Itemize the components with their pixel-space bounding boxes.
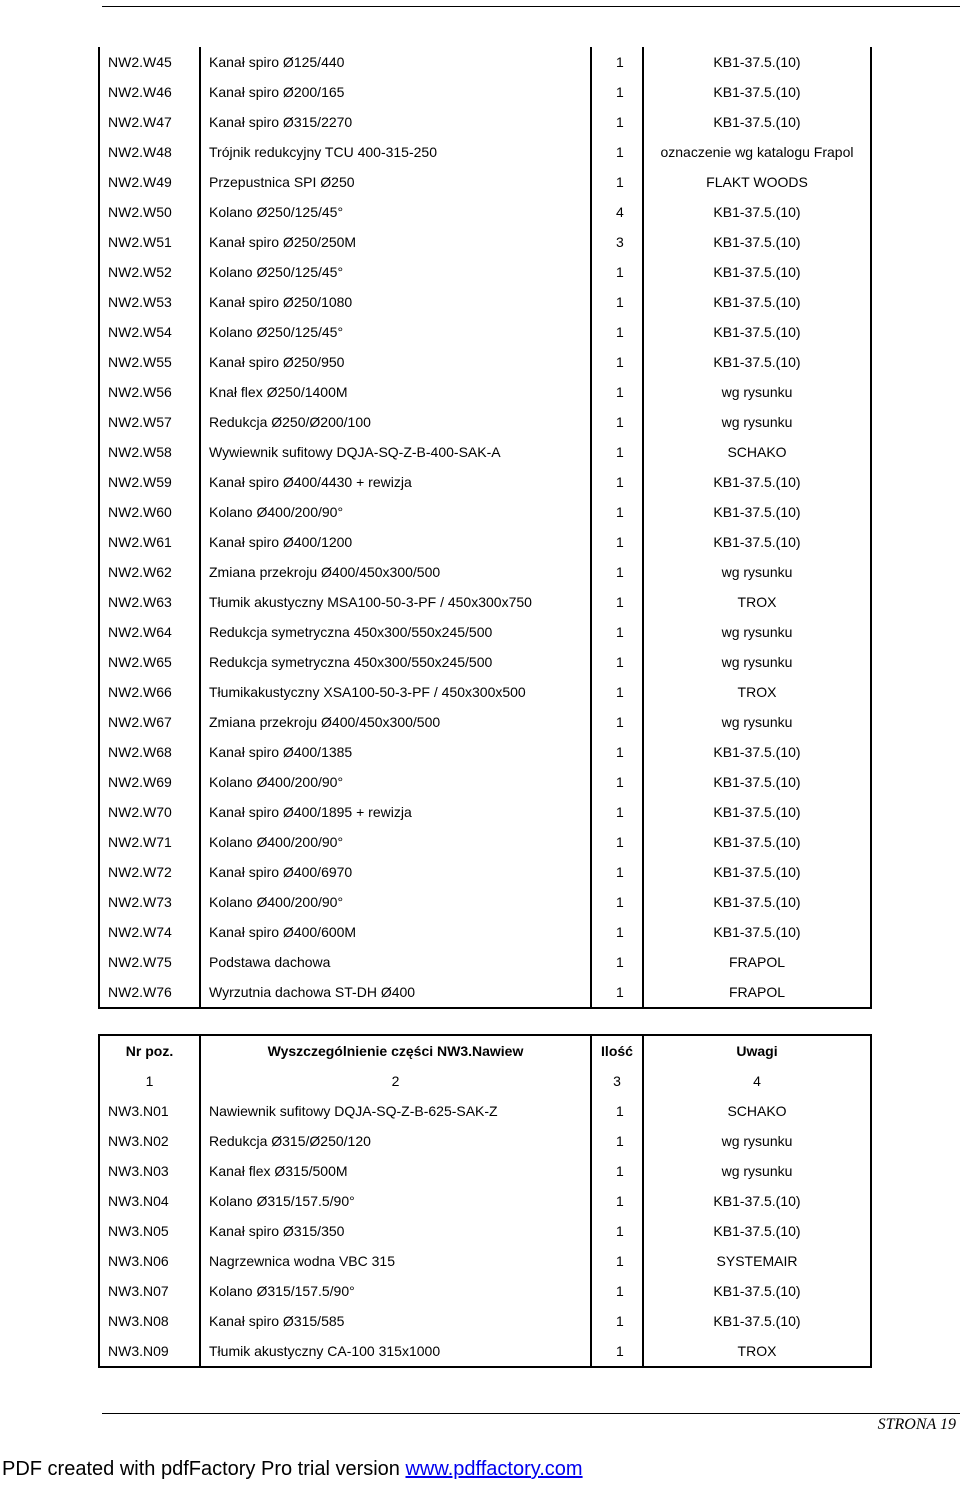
- cell-qty: 1: [591, 377, 643, 407]
- cell-pos: NW2.W70: [99, 797, 200, 827]
- cell-desc: Kanał spiro Ø250/950: [200, 347, 591, 377]
- column-number-desc: 2: [200, 1066, 591, 1096]
- cell-note: wg rysunku: [643, 407, 871, 437]
- cell-qty: 1: [591, 137, 643, 167]
- cell-note: KB1-37.5.(10): [643, 497, 871, 527]
- header-note: Uwagi: [643, 1035, 871, 1066]
- cell-qty: 1: [591, 47, 643, 77]
- table-row: [99, 1186, 871, 1216]
- cell-qty: 1: [591, 1096, 643, 1126]
- cell-desc: Kolano Ø315/157.5/90°: [200, 1276, 591, 1306]
- cell-qty: 1: [591, 77, 643, 107]
- cell-pos: NW2.W46: [99, 77, 200, 107]
- cell-pos: NW2.W76: [99, 977, 200, 1008]
- cell-pos: NW2.W72: [99, 857, 200, 887]
- table-row: [99, 827, 871, 857]
- cell-desc: Nawiewnik sufitowy DQJA-SQ-Z-B-625-SAK-Z: [200, 1096, 591, 1126]
- table-row: [99, 1096, 871, 1126]
- table-row: [99, 317, 871, 347]
- table-row: [99, 1276, 871, 1306]
- table-row: [99, 407, 871, 437]
- cell-qty: 1: [591, 947, 643, 977]
- cell-desc: Kanał flex Ø315/500M: [200, 1156, 591, 1186]
- cell-note: KB1-37.5.(10): [643, 857, 871, 887]
- cell-qty: 1: [591, 857, 643, 887]
- cell-pos: NW2.W53: [99, 287, 200, 317]
- cell-note: FRAPOL: [643, 977, 871, 1008]
- cell-note: KB1-37.5.(10): [643, 827, 871, 857]
- cell-desc: Redukcja Ø315/Ø250/120: [200, 1126, 591, 1156]
- header-desc: Wyszczególnienie części NW3.Nawiew: [200, 1035, 591, 1066]
- cell-pos: NW2.W66: [99, 677, 200, 707]
- cell-pos: NW2.W65: [99, 647, 200, 677]
- cell-pos: NW2.W69: [99, 767, 200, 797]
- cell-pos: NW2.W45: [99, 47, 200, 77]
- table-column-number-row: [99, 1066, 871, 1096]
- table-row: [99, 677, 871, 707]
- table-row: [99, 1216, 871, 1246]
- cell-pos: NW2.W55: [99, 347, 200, 377]
- cell-note: wg rysunku: [643, 377, 871, 407]
- cell-desc: Kanał spiro Ø315/585: [200, 1306, 591, 1336]
- cell-qty: 1: [591, 977, 643, 1008]
- table-row: [99, 227, 871, 257]
- cell-qty: 4: [591, 197, 643, 227]
- column-number-pos: 1: [99, 1066, 200, 1096]
- cell-note: KB1-37.5.(10): [643, 317, 871, 347]
- cell-note: TROX: [643, 1336, 871, 1367]
- cell-note: SYSTEMAIR: [643, 1246, 871, 1276]
- cell-pos: NW2.W49: [99, 167, 200, 197]
- header-pos: Nr poz.: [99, 1035, 200, 1066]
- table-row: [99, 977, 871, 1008]
- cell-qty: 1: [591, 617, 643, 647]
- cell-pos: NW3.N09: [99, 1336, 200, 1367]
- cell-desc: Kanał spiro Ø125/440: [200, 47, 591, 77]
- cell-qty: 1: [591, 587, 643, 617]
- table-header-row: [99, 1035, 871, 1066]
- cell-desc: Tłumik akustyczny MSA100-50-3-PF / 450x300x750: [200, 587, 591, 617]
- parts-table-nw3-body: [99, 1035, 871, 1367]
- table-row: [99, 167, 871, 197]
- cell-pos: NW3.N06: [99, 1246, 200, 1276]
- cell-desc: Kolano Ø315/157.5/90°: [200, 1186, 591, 1216]
- cell-qty: 1: [591, 467, 643, 497]
- table-row: [99, 587, 871, 617]
- table-row: [99, 767, 871, 797]
- cell-qty: 1: [591, 1306, 643, 1336]
- cell-note: wg rysunku: [643, 647, 871, 677]
- cell-desc: Przepustnica SPI Ø250: [200, 167, 591, 197]
- table-row: [99, 617, 871, 647]
- cell-qty: 1: [591, 737, 643, 767]
- table-row: [99, 737, 871, 767]
- cell-qty: 1: [591, 917, 643, 947]
- cell-desc: Wyrzutnia dachowa ST-DH Ø400: [200, 977, 591, 1008]
- cell-pos: NW2.W64: [99, 617, 200, 647]
- table-row: [99, 887, 871, 917]
- cell-desc: Kolano Ø400/200/90°: [200, 497, 591, 527]
- footer-rule: [102, 1413, 960, 1414]
- cell-desc: Kanał spiro Ø315/350: [200, 1216, 591, 1246]
- cell-pos: NW2.W71: [99, 827, 200, 857]
- cell-desc: Redukcja symetryczna 450x300/550x245/500: [200, 617, 591, 647]
- cell-note: SCHAKO: [643, 437, 871, 467]
- cell-note: KB1-37.5.(10): [643, 257, 871, 287]
- cell-qty: 1: [591, 677, 643, 707]
- table-row: [99, 557, 871, 587]
- cell-qty: 1: [591, 1126, 643, 1156]
- table-row: [99, 257, 871, 287]
- cell-desc: Kanał spiro Ø400/6970: [200, 857, 591, 887]
- top-rule: [102, 6, 960, 7]
- cell-pos: NW2.W51: [99, 227, 200, 257]
- table-row: [99, 797, 871, 827]
- cell-pos: NW2.W74: [99, 917, 200, 947]
- table-row: [99, 1336, 871, 1367]
- table-row: [99, 197, 871, 227]
- table-row: [99, 947, 871, 977]
- cell-qty: 1: [591, 257, 643, 287]
- cell-pos: NW2.W50: [99, 197, 200, 227]
- cell-qty: 1: [591, 1216, 643, 1246]
- cell-pos: NW2.W62: [99, 557, 200, 587]
- cell-note: SCHAKO: [643, 1096, 871, 1126]
- pdf-banner-link[interactable]: www.pdffactory.com: [405, 1458, 583, 1480]
- table-row: [99, 857, 871, 887]
- cell-note: KB1-37.5.(10): [643, 77, 871, 107]
- cell-desc: Kolano Ø400/200/90°: [200, 767, 591, 797]
- cell-note: KB1-37.5.(10): [643, 197, 871, 227]
- cell-note: KB1-37.5.(10): [643, 107, 871, 137]
- cell-note: KB1-37.5.(10): [643, 887, 871, 917]
- cell-pos: NW2.W60: [99, 497, 200, 527]
- cell-desc: Kolano Ø250/125/45°: [200, 197, 591, 227]
- cell-pos: NW3.N03: [99, 1156, 200, 1186]
- cell-note: FRAPOL: [643, 947, 871, 977]
- cell-desc: Zmiana przekroju Ø400/450x300/500: [200, 707, 591, 737]
- parts-table-nw3: [98, 1034, 872, 1368]
- pdf-banner-text: PDF created with pdfFactory Pro trial version: [2, 1458, 406, 1480]
- cell-desc: Wywiewnik sufitowy DQJA-SQ-Z-B-400-SAK-A: [200, 437, 591, 467]
- page-number: STRONA 19: [877, 1416, 956, 1433]
- cell-desc: Kanał spiro Ø400/1385: [200, 737, 591, 767]
- cell-qty: 1: [591, 1246, 643, 1276]
- cell-note: wg rysunku: [643, 557, 871, 587]
- cell-qty: 1: [591, 1156, 643, 1186]
- cell-desc: Kanał spiro Ø400/4430 + rewizja: [200, 467, 591, 497]
- table-row: [99, 137, 871, 167]
- column-number-note: 4: [643, 1066, 871, 1096]
- table-row: [99, 287, 871, 317]
- cell-pos: NW3.N01: [99, 1096, 200, 1126]
- table-row: [99, 437, 871, 467]
- cell-qty: 1: [591, 527, 643, 557]
- cell-qty: 1: [591, 287, 643, 317]
- cell-desc: Nagrzewnica wodna VBC 315: [200, 1246, 591, 1276]
- cell-pos: NW3.N07: [99, 1276, 200, 1306]
- table-row: [99, 527, 871, 557]
- cell-qty: 1: [591, 437, 643, 467]
- cell-desc: Tłumikakustyczny XSA100-50-3-PF / 450x300x500: [200, 677, 591, 707]
- pdf-banner: [2, 1458, 583, 1481]
- table-row: [99, 47, 871, 77]
- cell-pos: NW2.W57: [99, 407, 200, 437]
- cell-desc: Kolano Ø400/200/90°: [200, 827, 591, 857]
- cell-desc: Tłumik akustyczny CA-100 315x1000: [200, 1336, 591, 1367]
- table-row: [99, 497, 871, 527]
- cell-qty: 3: [591, 227, 643, 257]
- cell-qty: 1: [591, 557, 643, 587]
- cell-pos: NW2.W48: [99, 137, 200, 167]
- cell-note: KB1-37.5.(10): [643, 767, 871, 797]
- column-number-qty: 3: [591, 1066, 643, 1096]
- table-row: [99, 107, 871, 137]
- cell-qty: 1: [591, 497, 643, 527]
- cell-note: wg rysunku: [643, 1126, 871, 1156]
- cell-note: KB1-37.5.(10): [643, 1186, 871, 1216]
- cell-desc: Kolano Ø250/125/45°: [200, 317, 591, 347]
- cell-note: KB1-37.5.(10): [643, 1306, 871, 1336]
- cell-qty: 1: [591, 647, 643, 677]
- table-row: [99, 1246, 871, 1276]
- cell-note: KB1-37.5.(10): [643, 797, 871, 827]
- cell-desc: Kanał spiro Ø250/250M: [200, 227, 591, 257]
- cell-pos: NW2.W63: [99, 587, 200, 617]
- cell-qty: 1: [591, 317, 643, 347]
- cell-desc: Kanał spiro Ø400/1200: [200, 527, 591, 557]
- cell-note: wg rysunku: [643, 1156, 871, 1186]
- cell-qty: 1: [591, 887, 643, 917]
- cell-pos: NW2.W58: [99, 437, 200, 467]
- table-row: [99, 377, 871, 407]
- cell-pos: NW2.W54: [99, 317, 200, 347]
- cell-desc: Kanał spiro Ø315/2270: [200, 107, 591, 137]
- cell-note: KB1-37.5.(10): [643, 1216, 871, 1246]
- cell-desc: Kanał spiro Ø250/1080: [200, 287, 591, 317]
- cell-note: KB1-37.5.(10): [643, 467, 871, 497]
- cell-qty: 1: [591, 707, 643, 737]
- cell-desc: Kanał spiro Ø400/1895 + rewizja: [200, 797, 591, 827]
- cell-note: KB1-37.5.(10): [643, 347, 871, 377]
- table-row: [99, 467, 871, 497]
- cell-note: KB1-37.5.(10): [643, 527, 871, 557]
- cell-pos: NW3.N05: [99, 1216, 200, 1246]
- cell-pos: NW2.W67: [99, 707, 200, 737]
- parts-table-nw2-body: [99, 47, 871, 1008]
- cell-note: KB1-37.5.(10): [643, 287, 871, 317]
- cell-note: TROX: [643, 677, 871, 707]
- cell-pos: NW2.W61: [99, 527, 200, 557]
- table-row: [99, 707, 871, 737]
- cell-pos: NW3.N08: [99, 1306, 200, 1336]
- cell-note: TROX: [643, 587, 871, 617]
- cell-pos: NW2.W52: [99, 257, 200, 287]
- cell-qty: 1: [591, 107, 643, 137]
- table-row: [99, 347, 871, 377]
- parts-table-nw2: [98, 47, 872, 1009]
- cell-qty: 1: [591, 1336, 643, 1367]
- cell-desc: Redukcja symetryczna 450x300/550x245/500: [200, 647, 591, 677]
- cell-qty: 1: [591, 767, 643, 797]
- table-row: [99, 77, 871, 107]
- table-row: [99, 1306, 871, 1336]
- cell-desc: Kanał spiro Ø200/165: [200, 77, 591, 107]
- cell-pos: NW2.W59: [99, 467, 200, 497]
- cell-desc: Zmiana przekroju Ø400/450x300/500: [200, 557, 591, 587]
- table-row: [99, 647, 871, 677]
- cell-qty: 1: [591, 407, 643, 437]
- cell-note: KB1-37.5.(10): [643, 737, 871, 767]
- cell-desc: Kolano Ø250/125/45°: [200, 257, 591, 287]
- table-row: [99, 917, 871, 947]
- cell-qty: 1: [591, 347, 643, 377]
- cell-note: KB1-37.5.(10): [643, 1276, 871, 1306]
- cell-qty: 1: [591, 827, 643, 857]
- cell-desc: Trójnik redukcyjny TCU 400-315-250: [200, 137, 591, 167]
- cell-note: KB1-37.5.(10): [643, 917, 871, 947]
- cell-desc: Kanał spiro Ø400/600M: [200, 917, 591, 947]
- cell-note: KB1-37.5.(10): [643, 227, 871, 257]
- cell-desc: Podstawa dachowa: [200, 947, 591, 977]
- header-qty: Ilość: [591, 1035, 643, 1066]
- cell-note: FLAKT WOODS: [643, 167, 871, 197]
- cell-qty: 1: [591, 797, 643, 827]
- cell-pos: NW2.W73: [99, 887, 200, 917]
- cell-pos: NW3.N04: [99, 1186, 200, 1216]
- cell-pos: NW2.W75: [99, 947, 200, 977]
- cell-desc: Knał flex Ø250/1400M: [200, 377, 591, 407]
- cell-note: wg rysunku: [643, 707, 871, 737]
- cell-note: KB1-37.5.(10): [643, 47, 871, 77]
- cell-pos: NW2.W47: [99, 107, 200, 137]
- cell-qty: 1: [591, 1186, 643, 1216]
- cell-desc: Kolano Ø400/200/90°: [200, 887, 591, 917]
- cell-note: oznaczenie wg katalogu Frapol: [643, 137, 871, 167]
- cell-pos: NW2.W68: [99, 737, 200, 767]
- cell-pos: NW3.N02: [99, 1126, 200, 1156]
- cell-pos: NW2.W56: [99, 377, 200, 407]
- cell-qty: 1: [591, 167, 643, 197]
- cell-qty: 1: [591, 1276, 643, 1306]
- cell-desc: Redukcja Ø250/Ø200/100: [200, 407, 591, 437]
- table-row: [99, 1126, 871, 1156]
- cell-note: wg rysunku: [643, 617, 871, 647]
- table-row: [99, 1156, 871, 1186]
